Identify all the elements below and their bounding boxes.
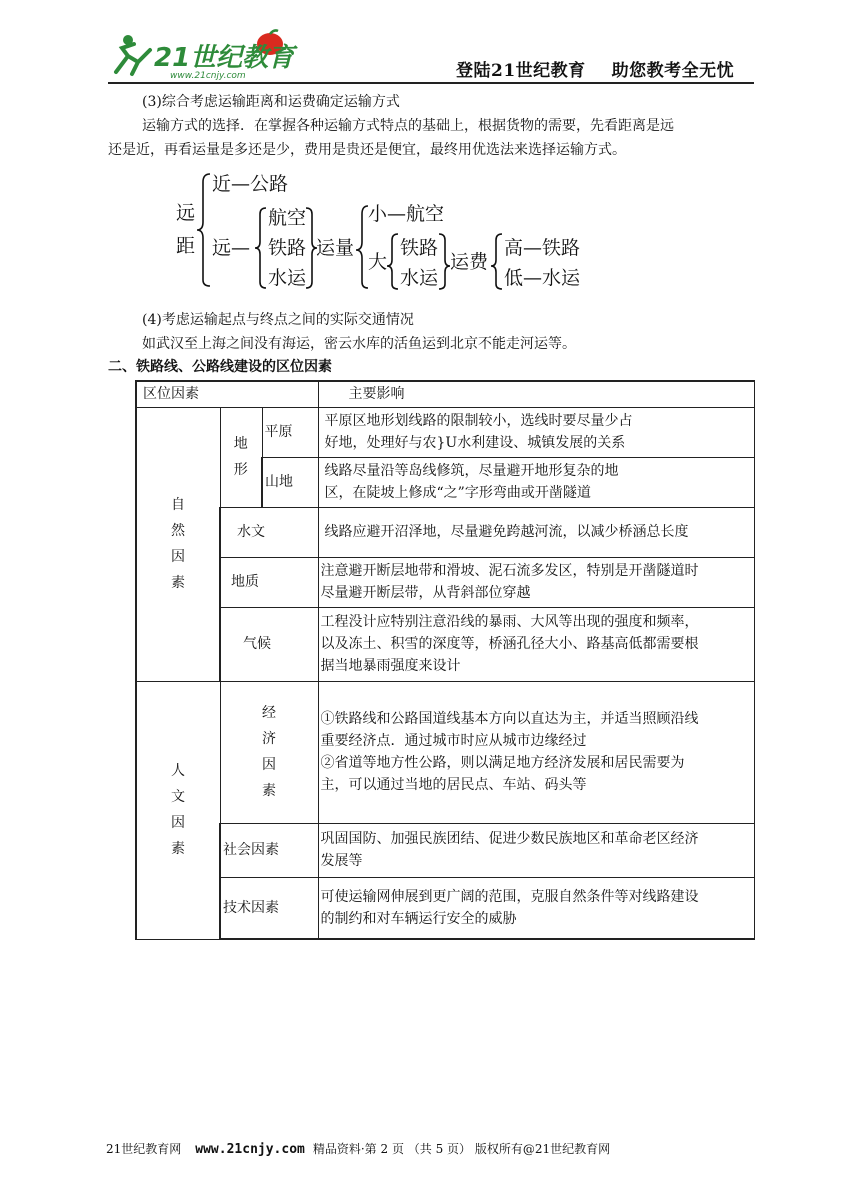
header-effect: 主要影响 xyxy=(318,381,755,407)
geology-effect: 注意避开断层地带和滑坡、泥石流多发区，特别是开凿隧道时 尽量避开断层带，从背斜部位穿越 xyxy=(318,557,755,607)
logo-wordmark: 21世纪教育 xyxy=(154,43,295,73)
diagram-far-option-water: 水运 xyxy=(268,267,307,289)
table-row xyxy=(136,507,755,557)
brace-large-options xyxy=(387,234,398,289)
hydrology-label: 水文 xyxy=(220,507,318,557)
diagram-root-top: 远 xyxy=(176,202,196,224)
slogan-right: 助您教考全无忧 xyxy=(611,61,735,81)
section-two-title: 二、铁路线、公路线建设的区位因素 xyxy=(108,359,332,375)
diagram-low: 低—水运 xyxy=(504,267,581,289)
section3-paragraph-line2: 还是近，再看运量是多还是少，费用是贵还是便宜，最终用优选法来选择运输方式。 xyxy=(108,142,626,158)
diagram-small: 小—航空 xyxy=(368,203,445,225)
terrain-label: 地形 xyxy=(233,436,248,478)
plain-effect: 平原区地形划线路的限制较小，选线时要尽量少占 好地，处理好与农}U水利建设、城镇发展的关系 xyxy=(318,407,755,457)
footer-left: 21世纪教育网 xyxy=(106,1142,182,1156)
brace-cost xyxy=(491,234,502,289)
mountain-effect: 线路尽量沿等岛线修筑，尽量避开地形复杂的地 区，在陡坡上修成“之”字形弯曲或开凿隧道 xyxy=(318,457,755,507)
table-row xyxy=(136,607,755,681)
tech-label: 技术因素 xyxy=(220,877,318,939)
climate-effect: 工程没计应特别注意沿线的暴雨、大风等出现的强度和频率， 以及冻土、积雪的深度等，桥涵孔径大小、路基高低都需要根 据当地暴雨强度来设计 xyxy=(318,607,755,681)
geology-label: 地质 xyxy=(220,557,318,607)
section3-heading: (3)综合考虑运输距离和运费确定运输方式 xyxy=(142,94,400,110)
section3-paragraph-line1: 运输方式的选择．在掌握各种运输方式特点的基础上，根据货物的需要，先看距离是远 xyxy=(142,118,674,134)
header-divider xyxy=(108,82,754,84)
human-factor-label: 人文因素 xyxy=(171,763,185,857)
diagram-high: 高—铁路 xyxy=(504,237,581,259)
diagram-near: 近—公路 xyxy=(212,173,289,195)
slogan-left: 登陆21世纪教育 xyxy=(456,61,586,81)
terrain-cell xyxy=(220,407,262,507)
transport-choice-diagram xyxy=(170,168,610,293)
brace-distance xyxy=(197,174,210,286)
table-row xyxy=(136,407,755,457)
footer-right: 精品资料·第 2 页 （共 5 页） 版权所有@21世纪教育网 xyxy=(312,1142,611,1156)
table-row xyxy=(136,557,755,607)
mountain-label: 山地 xyxy=(262,457,318,507)
human-factor-cell xyxy=(136,681,220,939)
diagram-large: 大 xyxy=(368,251,388,273)
brace-far-options xyxy=(255,208,266,288)
economic-cell xyxy=(220,681,318,823)
brace-large-close xyxy=(439,234,450,289)
natural-factor-label: 自然因素 xyxy=(171,497,185,591)
diagram-cost: 运费 xyxy=(450,251,489,273)
table-row xyxy=(136,823,755,877)
footer-site-link[interactable]: www.21cnjy.com xyxy=(195,1142,305,1157)
site-logo xyxy=(108,28,308,82)
brace-volume xyxy=(356,206,368,288)
plain-label: 平原 xyxy=(262,407,318,457)
table-header-row xyxy=(136,381,755,407)
diagram-volume: 运量 xyxy=(316,237,355,259)
header-slogan xyxy=(456,56,734,81)
diagram-large-option-rail: 铁路 xyxy=(400,237,439,259)
social-effect: 巩固国防、加强民族团结、促进少数民族地区和革命老区经济 发展等 xyxy=(318,823,755,877)
diagram-far: 远— xyxy=(212,237,251,259)
diagram-root-bottom: 距 xyxy=(176,235,196,257)
diagram-far-option-air: 航空 xyxy=(268,207,307,229)
economic-effect: ①铁路线和公路国道线基本方向以直达为主，并适当照顾沿线 重要经济点．通过城市时应从城市边缘经过 ②省道等地方性公路，则以满足地方经济发展和居民需要为 主，可以通过当地的居民点、车站、码头等 xyxy=(318,681,755,823)
runner-figure-icon xyxy=(116,44,150,74)
economic-label: 经济因素 xyxy=(262,705,276,799)
table-row xyxy=(136,877,755,939)
logo-url: www.21cnjy.com xyxy=(170,71,246,81)
social-label: 社会因素 xyxy=(220,823,318,877)
hydrology-effect: 线路应避开沼泽地，尽量避免跨越河流，以减少桥涵总长度 xyxy=(318,507,755,557)
tech-effect: 可使运输网伸展到更广阔的范围，克服自然条件等对线路建设 的制约和对车辆运行安全的威胁 xyxy=(318,877,755,939)
section4-paragraph: 如武汉至上海之间没有海运，密云水库的活鱼运到北京不能走河运等。 xyxy=(142,336,576,352)
climate-label: 气候 xyxy=(220,607,318,681)
diagram-far-option-rail: 铁路 xyxy=(268,237,307,259)
location-factor-table xyxy=(135,380,755,940)
header-factor: 区位因素 xyxy=(136,381,318,407)
natural-factor-cell xyxy=(136,407,220,681)
diagram-large-option-water: 水运 xyxy=(400,267,439,289)
table-row xyxy=(136,681,755,823)
section4-heading: (4)考虑运输起点与终点之间的实际交通情况 xyxy=(142,312,414,328)
page-footer xyxy=(106,1140,610,1157)
